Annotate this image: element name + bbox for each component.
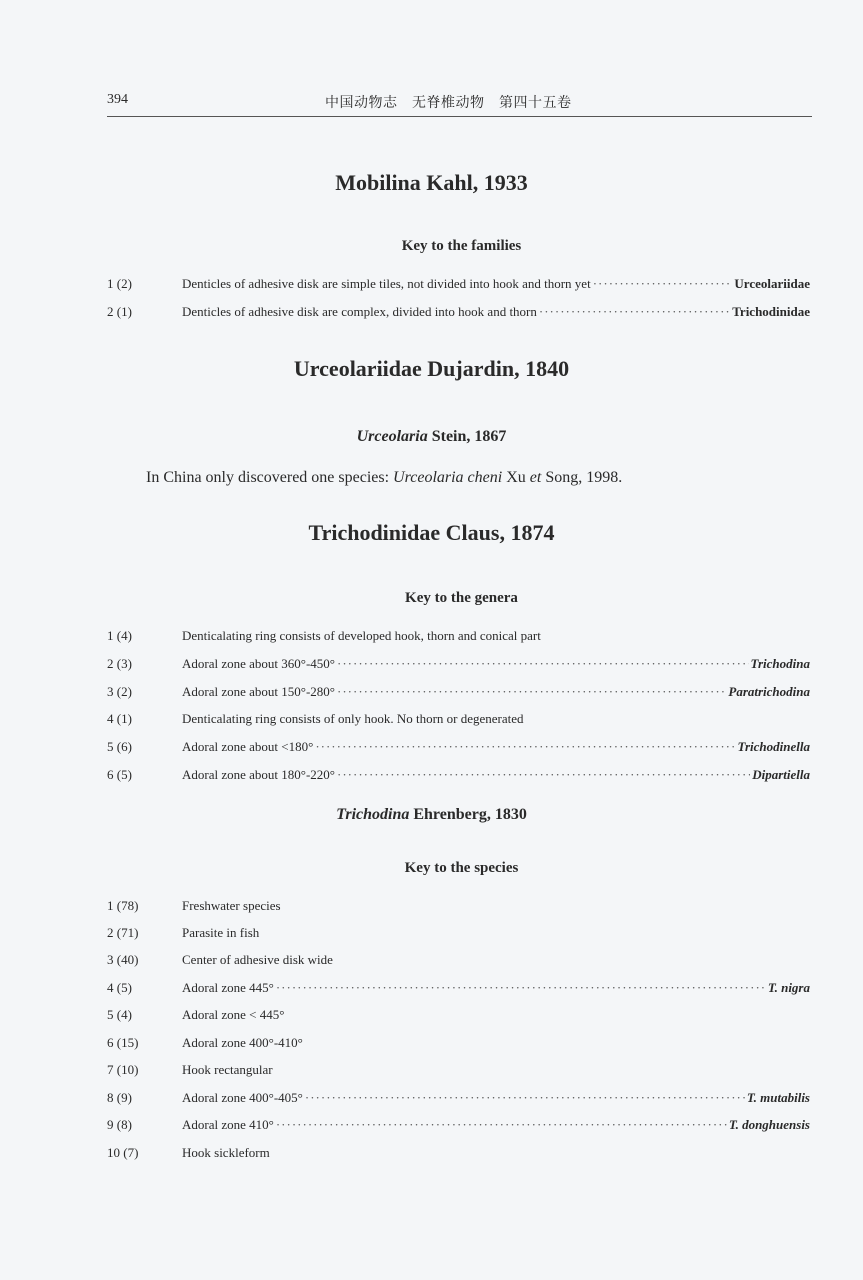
couplet-text: Denticalating ring consists of developed hook, thorn and conical part bbox=[182, 628, 541, 643]
key-row bbox=[107, 1035, 810, 1055]
key-row bbox=[107, 980, 810, 1000]
note-etal: et bbox=[529, 469, 542, 486]
key-row bbox=[107, 304, 810, 324]
couplet-text: Parasite in fish bbox=[182, 925, 260, 940]
couplet-text: Adoral zone about <180° bbox=[182, 739, 314, 754]
couplet-text: Adoral zone 400°-405° bbox=[182, 1090, 303, 1105]
couplet-result: Dipartiella bbox=[752, 767, 810, 782]
key-row bbox=[107, 684, 810, 704]
genus-name: Urceolaria bbox=[356, 428, 428, 445]
couplet-text: Adoral zone 410° bbox=[182, 1117, 274, 1132]
page-number: 394 bbox=[107, 92, 128, 107]
couplet-number: 6 (15) bbox=[107, 1035, 139, 1050]
key-row bbox=[107, 1062, 810, 1082]
trichodina-heading bbox=[0, 806, 863, 824]
page-header bbox=[107, 90, 812, 117]
key-row bbox=[107, 1090, 810, 1110]
genus-name: Trichodina bbox=[336, 806, 410, 823]
couplet-number: 6 (5) bbox=[107, 767, 132, 782]
leader-dots bbox=[276, 980, 766, 996]
couplet-result: T. mutabilis bbox=[746, 1090, 810, 1105]
couplet-number: 3 (2) bbox=[107, 684, 132, 699]
couplet-text: Adoral zone 445° bbox=[182, 980, 274, 995]
key-row bbox=[107, 739, 810, 759]
key-to-genera-heading: Key to the genera bbox=[405, 590, 518, 606]
running-title: 中国动物志 无脊椎动物 第四十五卷 bbox=[325, 96, 572, 111]
urceolaria-heading bbox=[0, 428, 863, 446]
couplet-result: Trichodina bbox=[750, 656, 810, 671]
couplet-number: 1 (4) bbox=[107, 628, 132, 643]
couplet-number: 2 (1) bbox=[107, 304, 132, 319]
key-row bbox=[107, 1117, 810, 1137]
couplet-text: Hook rectangular bbox=[182, 1062, 273, 1077]
note-species: Urceolaria cheni bbox=[393, 469, 503, 486]
couplet-number: 4 (1) bbox=[107, 711, 132, 726]
couplet-number: 5 (6) bbox=[107, 739, 132, 754]
key-row bbox=[107, 898, 810, 918]
leader-dots bbox=[539, 304, 730, 320]
genus-author: Ehrenberg, 1830 bbox=[409, 806, 527, 823]
mobilina-heading: Mobilina Kahl, 1933 bbox=[335, 170, 528, 195]
key-to-families-heading: Key to the families bbox=[401, 238, 522, 254]
couplet-text: Freshwater species bbox=[182, 898, 281, 913]
note-suffix: Song, 1998. bbox=[541, 469, 623, 486]
leader-dots bbox=[337, 656, 749, 672]
couplet-number: 1 (2) bbox=[107, 276, 132, 291]
key-row bbox=[107, 1145, 810, 1165]
couplet-result: Trichodinidae bbox=[732, 304, 810, 319]
couplet-number: 7 (10) bbox=[107, 1062, 139, 1077]
genus-author: Stein, 1867 bbox=[427, 428, 507, 445]
key-row bbox=[107, 628, 810, 648]
leader-dots bbox=[593, 276, 733, 292]
couplet-text: Center of adhesive disk wide bbox=[182, 952, 333, 967]
couplet-result: Urceolariidae bbox=[734, 276, 810, 291]
key-row bbox=[107, 711, 810, 731]
couplet-text: Adoral zone 400°-410° bbox=[182, 1035, 303, 1050]
couplet-result: Paratrichodina bbox=[728, 684, 810, 699]
key-row bbox=[107, 925, 810, 945]
couplet-number: 1 (78) bbox=[107, 898, 139, 913]
trichodinidae-heading: Trichodinidae Claus, 1874 bbox=[308, 520, 555, 545]
urceolariidae-heading: Urceolariidae Dujardin, 1840 bbox=[293, 356, 570, 381]
key-to-species-heading: Key to the species bbox=[404, 860, 519, 876]
leader-dots bbox=[315, 739, 735, 755]
couplet-text: Adoral zone about 360°-450° bbox=[182, 656, 335, 671]
couplet-number: 10 (7) bbox=[107, 1145, 139, 1160]
key-row bbox=[107, 656, 810, 676]
couplet-text: Denticles of adhesive disk are simple tiles, not divided into hook and thorn yet bbox=[182, 276, 591, 291]
couplet-number: 5 (4) bbox=[107, 1007, 132, 1022]
leader-dots bbox=[337, 684, 726, 700]
key-row bbox=[107, 952, 810, 972]
couplet-text: Adoral zone about 150°-280° bbox=[182, 684, 335, 699]
key-row bbox=[107, 276, 810, 296]
key-row bbox=[107, 1007, 810, 1027]
key-row bbox=[107, 767, 810, 787]
couplet-result: T. donghuensis bbox=[728, 1117, 810, 1132]
couplet-number: 9 (8) bbox=[107, 1117, 132, 1132]
couplet-result: T. nigra bbox=[767, 980, 810, 995]
leader-dots bbox=[337, 767, 750, 783]
couplet-text: Hook sickleform bbox=[182, 1145, 270, 1160]
couplet-text: Denticalating ring consists of only hook. No thorn or degenerated bbox=[182, 711, 524, 726]
couplet-number: 2 (3) bbox=[107, 656, 132, 671]
couplet-text: Adoral zone < 445° bbox=[182, 1007, 285, 1022]
couplet-result: Trichodinella bbox=[737, 739, 810, 754]
couplet-number: 4 (5) bbox=[107, 980, 132, 995]
note-prefix: In China only discovered one species: bbox=[146, 469, 394, 486]
couplet-number: 2 (71) bbox=[107, 925, 139, 940]
leader-dots bbox=[276, 1117, 727, 1133]
china-note bbox=[146, 469, 622, 487]
couplet-text: Denticles of adhesive disk are complex, divided into hook and thorn bbox=[182, 304, 537, 319]
note-mid: Xu bbox=[502, 469, 530, 486]
couplet-text: Adoral zone about 180°-220° bbox=[182, 767, 335, 782]
couplet-number: 3 (40) bbox=[107, 952, 139, 967]
leader-dots bbox=[305, 1090, 745, 1106]
couplet-number: 8 (9) bbox=[107, 1090, 132, 1105]
